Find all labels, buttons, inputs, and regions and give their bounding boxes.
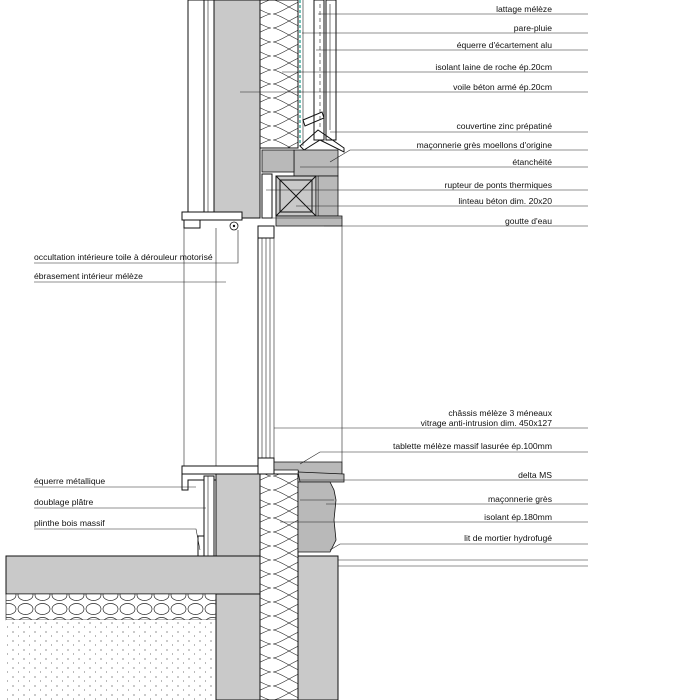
- stone-rubble-block: [294, 150, 338, 176]
- plasterboard-lining: [204, 476, 214, 558]
- upper-interior-panel: [188, 0, 204, 214]
- label-delta: delta MS: [518, 470, 552, 480]
- label-doublage: doublage plâtre: [34, 497, 94, 507]
- thermal-break: [262, 174, 272, 218]
- label-pare-pluie: pare-pluie: [513, 23, 552, 33]
- label-chassis: châssis mélèze 3 méneaux: [448, 408, 552, 418]
- skirting-board: [198, 536, 204, 558]
- label-couvertine: couvertine zinc prépatiné: [456, 121, 552, 131]
- label-lit-mortier: lit de mortier hydrofugé: [464, 533, 552, 543]
- upper-concrete-wall: [214, 0, 260, 218]
- roller-blind-box: [182, 212, 242, 220]
- labels-right: [393, 4, 553, 543]
- label-equerre-alu: équerre d'écartement alu: [456, 40, 552, 50]
- stone-rubble-lower: [318, 176, 338, 216]
- label-isolant-roche: isolant laine de roche ép.20cm: [435, 62, 552, 72]
- label-lattage: lattage mélèze: [496, 4, 552, 14]
- soil-fill: [6, 620, 216, 700]
- lower-insulation: [260, 474, 298, 700]
- label-rupteur: rupteur de ponts thermiques: [444, 180, 552, 190]
- labels-left: [34, 252, 213, 528]
- upper-interior-lining: [204, 0, 214, 214]
- stone-edge: [262, 150, 294, 172]
- label-vitrage: vitrage anti-intrusion dim. 450x127: [420, 418, 552, 428]
- label-goutte: goutte d'eau: [504, 216, 552, 226]
- gravel-bed: [6, 594, 216, 620]
- label-linteau: linteau béton dim. 20x20: [458, 196, 552, 206]
- label-voile-beton: voile béton armé ép.20cm: [453, 82, 552, 92]
- sandstone-masonry: [298, 482, 336, 552]
- label-plinthe: plinthe bois massif: [34, 518, 105, 528]
- drip-edge: [276, 216, 342, 226]
- window-head-frame: [258, 226, 274, 238]
- cladding-board: [326, 0, 336, 140]
- sill-stone-slope: [298, 472, 344, 482]
- zinc-coping: [300, 130, 344, 152]
- floor-slab: [6, 556, 260, 594]
- interior-sill-board: [182, 466, 258, 474]
- label-occultation: occultation intérieure toile à dérouleur motorisé: [34, 252, 213, 262]
- label-maconnerie-moellons: maçonnerie grès moellons d'origine: [416, 140, 552, 150]
- label-maconnerie-gres: maçonnerie grès: [487, 494, 552, 504]
- label-ebrasement: ébrasement intérieur mélèze: [34, 271, 143, 281]
- foundation-wall: [298, 556, 338, 700]
- label-isolant-180: isolant ép.180mm: [484, 512, 552, 522]
- label-tablette: tablette mélèze massif lasurée ép.100mm: [392, 441, 552, 451]
- label-etancheite: étanchéité: [512, 157, 552, 167]
- sill-frame-bottom: [258, 458, 274, 474]
- upper-insulation: [260, 0, 298, 148]
- label-equerre-metal: équerre métallique: [34, 476, 106, 486]
